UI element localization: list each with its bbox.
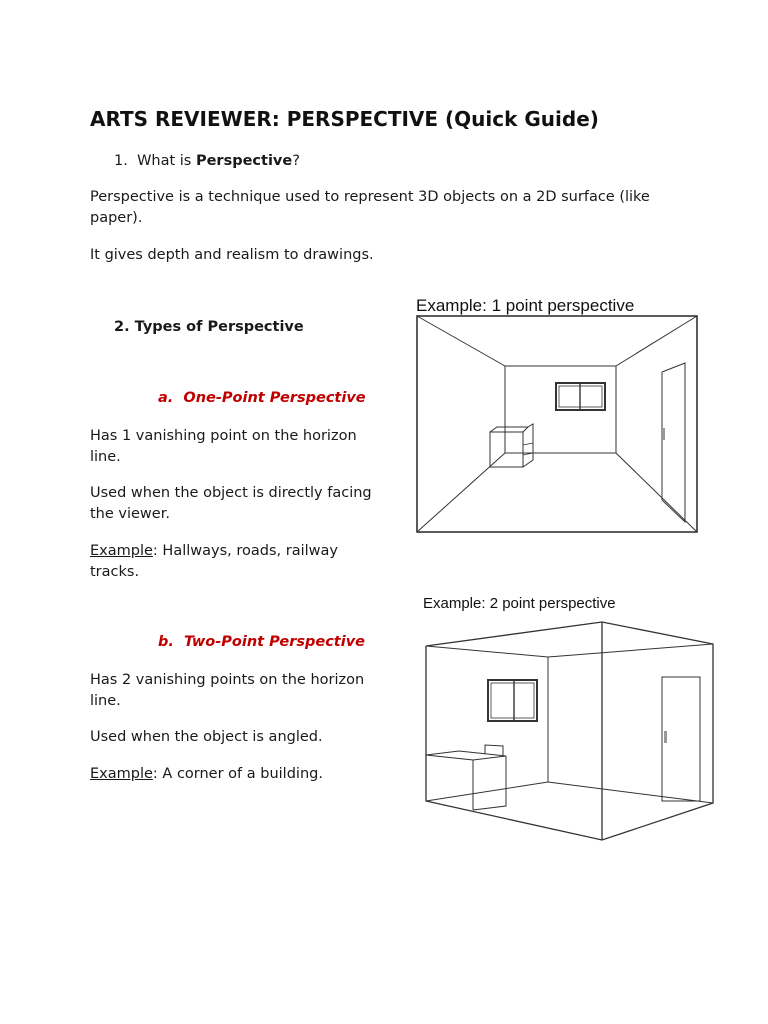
list-number: 1. (114, 153, 128, 169)
two-point-example-label: Example (90, 766, 153, 782)
question-prefix: What is (137, 153, 196, 169)
question-suffix: ? (292, 153, 300, 169)
two-point-example-value: : A corner of a building. (152, 766, 323, 782)
types-heading: 2. Types of Perspective (114, 319, 304, 335)
two-point-letter: b. (158, 634, 174, 650)
one-point-letter: a. (158, 390, 174, 406)
definition-paragraph: Perspective is a technique used to represent 3D objects on a 2D surface (like paper). (90, 189, 650, 226)
two-point-usage-text: Used when the object is angled. (90, 729, 323, 745)
page-title: ARTS REVIEWER: PERSPECTIVE (Quick Guide) (90, 107, 599, 131)
two-point-title: Two-Point Perspective (184, 634, 365, 650)
one-point-vanishing-text: Has 1 vanishing point on the horizon line. (90, 428, 357, 465)
two-point-figure-caption: Example: 2 point perspective (423, 595, 616, 612)
depth-paragraph: It gives depth and realism to drawings. (90, 247, 374, 263)
one-point-example-value: : Hallways, roads, railway tracks. (90, 543, 338, 580)
one-point-figure-caption: Example: 1 point perspective (416, 296, 635, 315)
question-keyword: Perspective (195, 153, 293, 169)
one-point-example-label: Example (90, 543, 153, 559)
two-point-vanishing-text: Has 2 vanishing points on the horizon line. (90, 672, 365, 709)
one-point-usage-text: Used when the object is directly facing the viewer. (90, 485, 372, 522)
one-point-title: One-Point Perspective (183, 390, 366, 406)
